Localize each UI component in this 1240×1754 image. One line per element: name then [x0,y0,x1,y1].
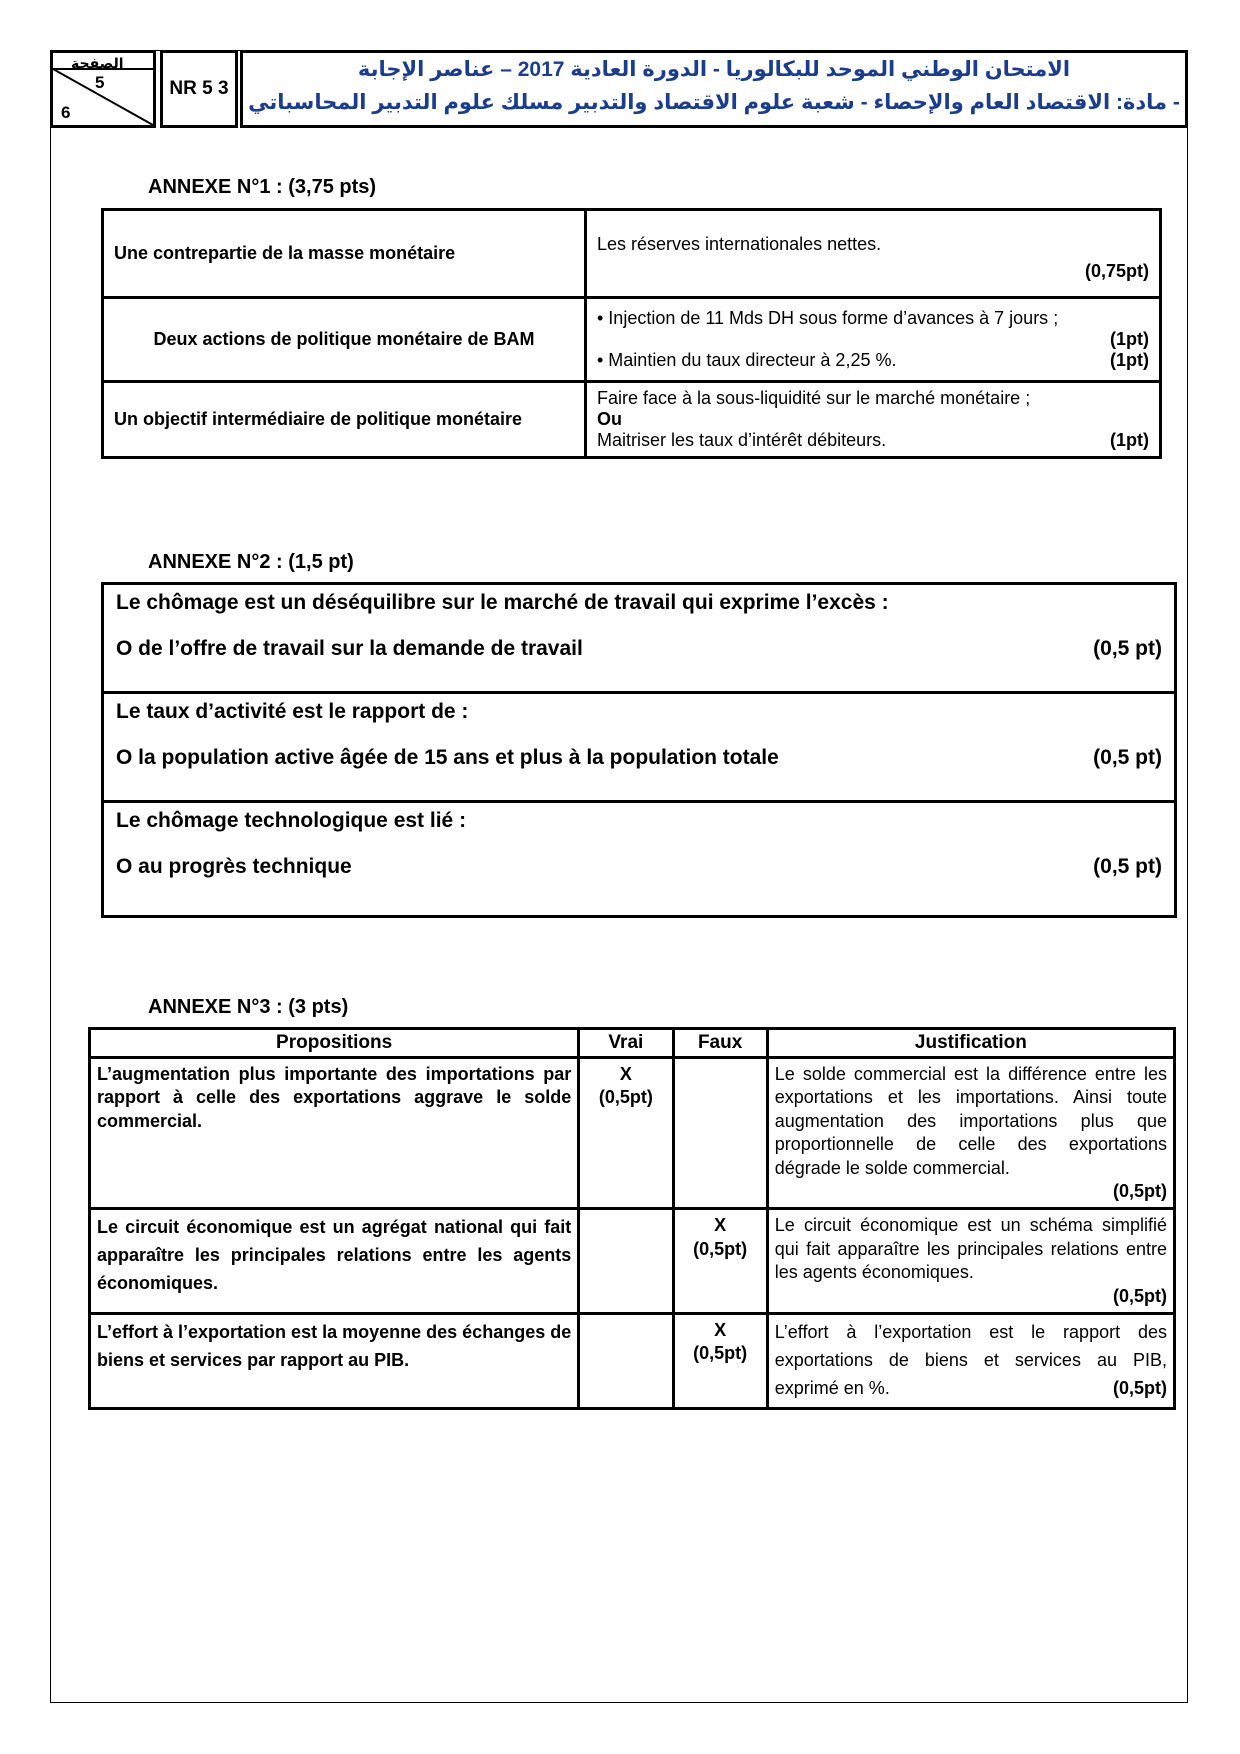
points-label: (0,5 pt) [1093,746,1162,769]
points-label: (1pt) [1110,430,1149,450]
justification-text: L’effort à l’exportation est le rapport des exportations de biens et services au PIB, exprimé en %. [774,1321,1167,1398]
vrai-cell [579,1058,673,1209]
annexe1-question-2: Deux actions de politique monétaire de BAM [103,298,586,382]
answer-text: Les réserves internationales nettes. [597,233,882,254]
answer-text: O la population active âgée de 15 ans et plus à la population totale [116,746,779,769]
answer-text: Maitriser les taux d’intérêt débiteurs. [597,430,887,450]
justification-cell [767,1058,1174,1209]
table-row [103,210,1161,298]
justification-text: Le circuit économique est un schéma simplifié qui fait apparaître les principales relations entre les agents économiques. [774,1215,1167,1283]
header-propositions: Propositions [90,1029,579,1058]
question-text: Le taux d’activité est le rapport de : [116,700,469,723]
proposition-text: L’effort à l’exportation est la moyenne des échanges de biens et services par rapport au PIB. [90,1313,579,1408]
proposition-text: Le circuit économique est un agrégat national qui fait apparaître les principales relations entre les agents économiques. [90,1209,579,1314]
annexe1-answer-2 [586,298,1161,382]
justification-text: Le solde commercial est la différence entre les exportations et les importations. Ainsi toute augmentation des importations plus que proportionnelle de celle des exportations dégrade le solde commercial. [774,1064,1167,1178]
annexe1-question-1: Une contrepartie de la masse monétaire [103,210,586,298]
annexe2-item-2 [103,693,1176,802]
points-label: (0,75pt) [1084,260,1149,281]
points-label: (1pt) [1110,329,1149,349]
faux-cell [673,1209,767,1314]
points-label: (0,5pt) [1113,1285,1167,1306]
question-text: Le chômage technologique est lié : [116,809,467,832]
table-row [103,584,1176,693]
answer-text: O au progrès technique [116,855,352,878]
check-mark: X [619,1064,632,1084]
page-label: الصفحة [71,55,124,71]
points-label: (0,5pt) [693,1343,748,1364]
annexe1-question-3: Un objectif intermédiaire de politique monétaire [103,382,586,458]
points-label: (0,5 pt) [1093,855,1162,878]
annexe1-table [101,208,1162,459]
table-header-row [90,1029,1175,1058]
faux-cell [673,1313,767,1408]
table-row [103,693,1176,802]
check-mark: X [714,1319,727,1340]
points-label: (0,5pt) [1113,1377,1167,1398]
header-faux: Faux [673,1029,767,1058]
table-row [90,1058,1175,1209]
annexe2-title: ANNEXE N°2 : (1,5 pt) [148,551,354,573]
justification-cell [767,1313,1174,1408]
header-vrai: Vrai [579,1029,673,1058]
justification-cell [767,1209,1174,1314]
table-row [90,1313,1175,1408]
annexe3-table [88,1027,1176,1410]
exam-title-line2: - مادة: الاقتصاد العام والإحصاء - شعبة علوم الاقتصاد والتدبير مسلك علوم التدبير المحاسباتي [248,91,1180,114]
table-row [103,382,1161,458]
table-row [90,1209,1175,1314]
table-row [103,802,1176,917]
exam-title [240,50,1188,128]
vrai-cell [579,1313,673,1408]
annexe1-title: ANNEXE N°1 : (3,75 pts) [148,176,377,198]
points-label: (0,5 pt) [1093,637,1162,660]
points-label: (1pt) [1110,350,1149,370]
answer-text: O de l’offre de travail sur la demande de travail [116,637,583,660]
table-row [103,298,1161,382]
question-text: Le chômage est un déséquilibre sur le marché de travail qui exprime l’excès : [116,591,889,614]
answer-text: • Maintien du taux directeur à 2,25 %. [597,350,897,370]
annexe3-title: ANNEXE N°3 : (3 pts) [148,996,349,1018]
annexe1-answer-1 [586,210,1161,298]
page-current: 5 [95,73,105,92]
vrai-cell [579,1209,673,1314]
answer-text: Faire face à la sous-liquidité sur le marché monétaire ; [597,388,1031,408]
points-label: (0,5pt) [693,1238,748,1259]
answer-text: • Injection de 11 Mds DH sous forme d’avances à 7 jours ; [597,308,1059,328]
proposition-text: L’augmentation plus importante des importations par rapport à celle des exportations aggrave le solde commercial. [90,1058,579,1209]
points-label: (0,5pt) [1113,1180,1167,1201]
annexe2-item-1 [103,584,1176,693]
exam-code: NR 5 3 [160,50,238,128]
exam-title-line1: الامتحان الوطني الموحد للبكالوريا - الدورة العادية 2017 – عناصر الإجابة [357,58,1071,81]
annexe2-item-3 [103,802,1176,917]
points-label: (0,5pt) [598,1087,653,1108]
page-total: 6 [61,103,71,122]
or-label: Ou [597,409,622,429]
faux-cell [673,1058,767,1209]
check-mark: X [714,1215,727,1236]
annexe1-answer-3 [586,382,1161,458]
header-justification: Justification [767,1029,1174,1058]
annexe2-table [101,582,1177,918]
page-number-box [50,50,156,128]
